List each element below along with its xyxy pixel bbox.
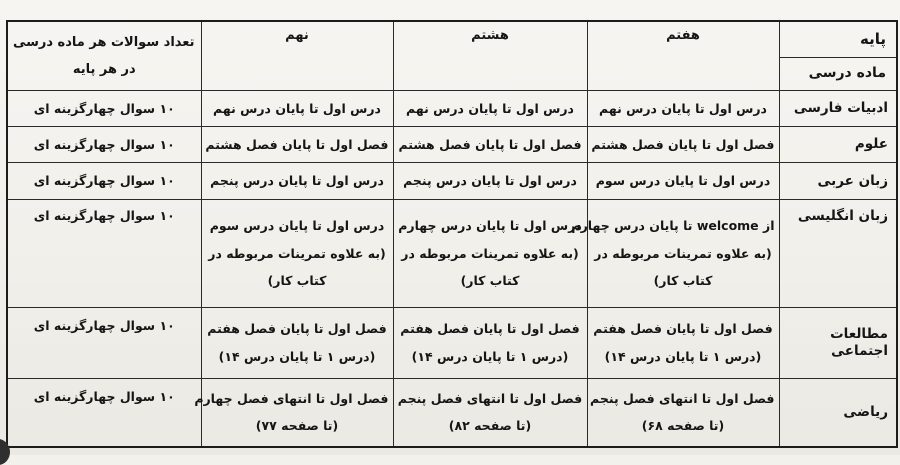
scope-cell-grade-7 [571, 199, 779, 307]
scope-line: (به علاوه تمرینات مربوطه در [594, 245, 772, 261]
scope-cell-grade-7 [587, 308, 779, 379]
table-row [7, 378, 897, 447]
subject-cell: زبان انگلیسی [779, 199, 897, 307]
scope-line: فصل اول تا پایان فصل هفتم [593, 321, 773, 337]
header-row [7, 21, 897, 58]
header-question-count-line: در هر پایه [72, 61, 136, 77]
subject-cell: علوم [779, 127, 897, 163]
question-count-cell: ۱۰ سوال چهارگزینه ای [7, 90, 201, 126]
scope-cell-grade-9 [201, 127, 393, 163]
scope-line: فصل اول تا پایان فصل هفتم [400, 321, 580, 337]
scope-line: درس اول تا پایان درس پنجم [403, 173, 577, 189]
header-question-count [7, 21, 201, 90]
scope-cell-grade-9 [201, 308, 393, 379]
subject-cell: مطالعات اجتماعی [779, 308, 897, 379]
scope-line: فصل اول تا انتهای فصل پنجم [397, 390, 583, 406]
scope-line: کتاب کار) [460, 273, 520, 289]
table-row [7, 199, 897, 307]
scope-line: درس اول تا پایان درس سوم [209, 218, 385, 234]
table-row [7, 163, 897, 199]
scope-cell-grade-9 [201, 199, 393, 307]
subject-cell: ریاضی [779, 378, 897, 447]
scope-line: درس اول تا پایان درس سوم [595, 173, 771, 189]
scope-cell-grade-9 [194, 378, 393, 447]
question-count-cell: ۱۰ سوال چهارگزینه ای [7, 308, 201, 379]
scope-cell-grade-9 [201, 163, 393, 199]
scope-line: (تا صفحه ۶۸) [641, 418, 725, 434]
scope-line: (به علاوه تمرینات مربوطه در [208, 245, 386, 261]
table-row [7, 127, 897, 163]
table-row [7, 90, 897, 126]
scope-line: فصل اول تا انتهای فصل چهارم [194, 390, 389, 406]
scope-cell-grade-7 [587, 127, 779, 163]
scope-line: فصل اول تا پایان فصل هفتم [207, 321, 387, 337]
question-count-cell: ۱۰ سوال چهارگزینه ای [7, 163, 201, 199]
header-madde-darsi: ماده درسی [779, 58, 897, 90]
subject-cell: زبان عربی [779, 163, 897, 199]
scope-cell-grade-8 [393, 90, 587, 126]
header-question-count-line: تعداد سوالات هر ماده درسی [12, 34, 195, 50]
scope-line: درس اول تا پایان درس چهارم [398, 218, 582, 234]
scope-cell-grade-8 [393, 378, 587, 447]
scope-line: درس اول تا پایان درس نهم [599, 100, 767, 116]
scope-line: فصل اول تا پایان فصل هشتم [205, 136, 389, 152]
scope-line: فصل اول تا انتهای فصل پنجم [590, 390, 775, 406]
scope-line: فصل اول تا پایان فصل هشتم [398, 136, 582, 152]
table-row [7, 308, 897, 379]
scope-line: درس اول تا پایان درس پنجم [210, 173, 384, 189]
header-grade-8: هشتم [393, 21, 587, 90]
scope-cell-grade-9 [201, 90, 393, 126]
scope-cell-grade-8 [393, 308, 587, 379]
scope-line: فصل اول تا پایان فصل هشتم [591, 136, 775, 152]
scope-line: درس اول تا پایان درس نهم [213, 100, 381, 116]
scope-cell-grade-8 [393, 163, 587, 199]
scope-line: کتاب کار) [653, 273, 713, 289]
scope-line: (درس ۱ تا پایان درس ۱۴) [604, 348, 762, 364]
header-grade-9: نهم [201, 21, 393, 90]
scope-line: (به علاوه تمرینات مربوطه در [401, 245, 579, 261]
scope-cell-grade-8 [393, 199, 587, 307]
scope-line: کتاب کار) [267, 273, 327, 289]
scope-line: درس اول تا پایان درس نهم [406, 100, 574, 116]
scope-line: از welcome تا پایان درس چهارم [571, 218, 775, 234]
header-paye: پایه [779, 21, 897, 58]
question-count-cell: ۱۰ سوال چهارگزینه ای [7, 199, 201, 307]
scope-cell-grade-8 [393, 127, 587, 163]
scope-cell-grade-7 [587, 378, 779, 447]
header-grade-7: هفتم [587, 21, 779, 90]
question-count-cell: ۱۰ سوال چهارگزینه ای [7, 378, 201, 447]
scope-cell-grade-7 [587, 163, 779, 199]
exam-scope-table [6, 20, 898, 448]
scope-line: (درس ۱ تا پایان درس ۱۴) [411, 348, 569, 364]
scope-line: (تا صفحه ۸۲) [448, 418, 532, 434]
subject-cell: ادبیات فارسی [779, 90, 897, 126]
scope-line: (تا صفحه ۷۷) [255, 418, 339, 434]
question-count-cell: ۱۰ سوال چهارگزینه ای [7, 127, 201, 163]
scope-line: (درس ۱ تا پایان درس ۱۴) [218, 348, 376, 364]
scope-cell-grade-7 [587, 90, 779, 126]
